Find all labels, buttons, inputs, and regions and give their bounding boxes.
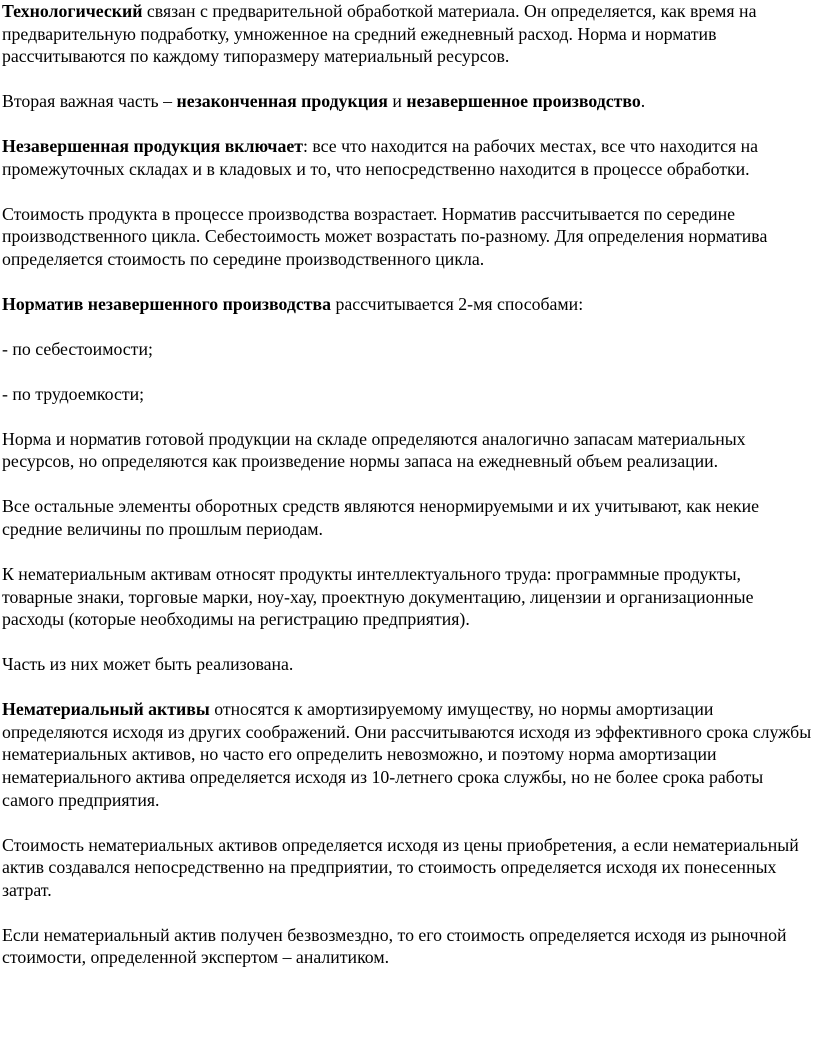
- paragraph-text: - по трудоемкости;: [2, 383, 145, 404]
- paragraph-wip-norm: [2, 293, 814, 316]
- paragraph-text: Если нематериальный актив получен безвозмездно, то его стоимость определяется исходя из рыночной стоимости, определенной экспертом – аналитиком.: [2, 924, 787, 968]
- paragraph-text: Стоимость продукта в процессе производства возрастает. Норматив рассчитывается по середине производственного цикла. Себестоимость может возрастать по-разному. Для определения норматива определяется стоимость по середине производственного цикла.: [2, 203, 768, 269]
- paragraph-cost-grows: [2, 203, 814, 271]
- paragraph-unfinished-includes: [2, 135, 814, 180]
- list-item-cost: [2, 338, 814, 361]
- list-item-labor: [2, 383, 814, 406]
- bold-term: Норматив незавершенного производства: [2, 293, 331, 314]
- paragraph-partly-sold: [2, 653, 814, 676]
- paragraph-text: К нематериальным активам относят продукты интеллектуального труда: программные продукты, товарные знаки, торговые марки, ноу-хау, проектную документацию, лицензии и организационные расходы (которые необходимы на регистрацию предприятия).: [2, 564, 754, 630]
- paragraph-intangibles-cost: [2, 834, 814, 902]
- paragraph-text: Вторая важная часть –: [2, 91, 177, 112]
- paragraph-finished-goods: [2, 428, 814, 473]
- paragraph-text: относятся к амортизируемому имуществу, но нормы амортизации определяются исходя из других соображений. Они рассчитываются исходя из эффективного срока службы нематериальных активов, но часто его определить невозможно, и поэтому норма амортизации нематериального актива определяется исходя из 10-летнего срока службы, но не более срока работы самого предприятия.: [2, 699, 812, 810]
- paragraph-text: Часть из них может быть реализована.: [2, 654, 294, 675]
- paragraph-text: .: [640, 91, 646, 112]
- bold-term: незавершенное производство: [406, 91, 641, 112]
- paragraph-text: рассчитывается 2-мя способами:: [331, 293, 584, 314]
- paragraph-text: Все остальные элементы оборотных средств являются ненормируемыми и их учитывают, как некие средние величины по прошлым периодам.: [2, 496, 760, 540]
- paragraph-non-normed: [2, 495, 814, 540]
- paragraph-text: и: [387, 91, 407, 112]
- paragraph-technological: [2, 0, 814, 68]
- paragraph-second-part: [2, 90, 814, 113]
- bold-term: Нематериальный активы: [2, 699, 210, 720]
- bold-term: Незавершенная продукция включает: [2, 136, 303, 157]
- bold-term: незаконченная продукция: [176, 91, 388, 112]
- paragraph-text: связан с предварительной обработкой материала. Он определяется, как время на предварительную подработку, умноженное на средний ежедневный расход. Норма и норматив рассчитываются по каждому типоразмеру материальный ресурсов.: [2, 1, 757, 67]
- paragraph-free-intangible: [2, 924, 814, 969]
- paragraph-text: : все что находится на рабочих местах, все что находится на промежуточных складах и в кладовых и то, что непосредственно находится в процессе обработки.: [2, 136, 759, 179]
- paragraph-intangibles-amortization: [2, 698, 814, 811]
- paragraph-intangibles-list: [2, 563, 814, 631]
- bold-term: Технологический: [2, 1, 143, 21]
- paragraph-text: Стоимость нематериальных активов определяется исходя из цены приобретения, а если нематериальный актив создавался непосредственно на предприятии, то стоимость определяется исходя их понесенных затрат.: [2, 834, 799, 900]
- paragraph-text: Норма и норматив готовой продукции на складе определяются аналогично запасам материальных ресурсов, но определяются как произведение нормы запаса на ежедневный объем реализации.: [2, 428, 746, 472]
- paragraph-text: - по себестоимости;: [2, 338, 153, 359]
